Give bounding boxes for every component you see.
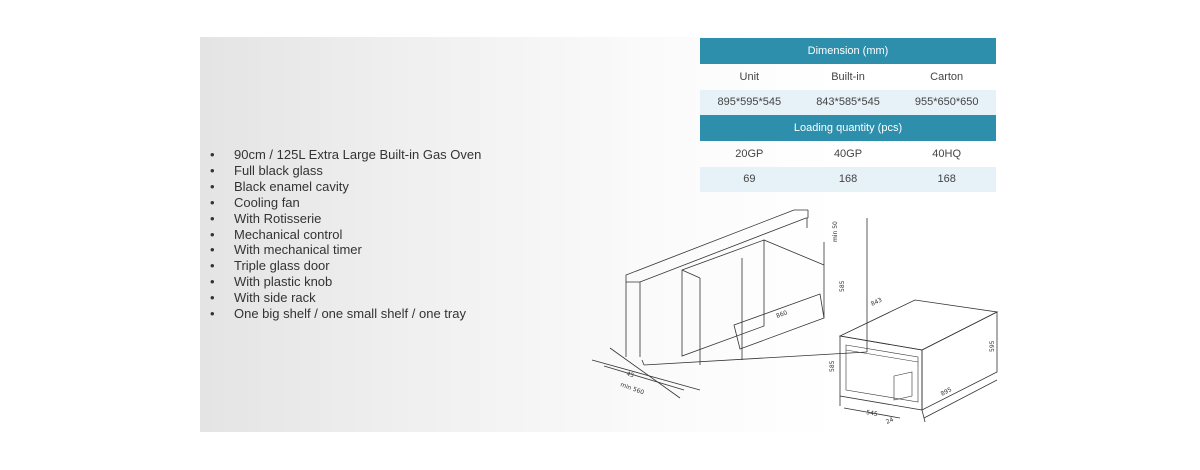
loading-column-row bbox=[700, 141, 996, 167]
table-cell: 955*650*650 bbox=[914, 96, 979, 109]
bullet: • bbox=[210, 226, 215, 242]
feature-item bbox=[210, 163, 481, 179]
feature-item bbox=[210, 227, 481, 243]
feature-item bbox=[210, 195, 481, 211]
feature-item bbox=[210, 242, 481, 258]
bullet: • bbox=[210, 162, 215, 178]
table-cell: 168 bbox=[838, 173, 858, 186]
feature-text: Full black glass bbox=[234, 162, 323, 178]
feature-text: 90cm / 125L Extra Large Built-in Gas Oven bbox=[234, 147, 482, 162]
bullet: • bbox=[210, 274, 215, 290]
dimension-header: Dimension (mm) bbox=[700, 38, 996, 64]
table-cell: Built-in bbox=[831, 70, 865, 83]
dimension-value-row bbox=[700, 90, 996, 116]
table-cell: 895*595*545 bbox=[717, 96, 782, 109]
spec-table bbox=[700, 38, 996, 192]
feature-item bbox=[210, 274, 481, 290]
table-cell: 40HQ bbox=[932, 147, 962, 160]
dim-label: 585 bbox=[829, 360, 836, 372]
feature-item bbox=[210, 306, 481, 322]
feature-text: Triple glass door bbox=[234, 258, 330, 274]
feature-text: With side rack bbox=[234, 290, 316, 306]
loading-header: Loading quantity (pcs) bbox=[700, 115, 996, 141]
bullet: • bbox=[210, 194, 215, 210]
loading-value-row bbox=[700, 167, 996, 193]
bullet: • bbox=[210, 306, 215, 322]
feature-text: With mechanical timer bbox=[234, 242, 362, 258]
table-cell: 40GP bbox=[833, 147, 863, 160]
dim-label: 24 bbox=[884, 416, 895, 426]
dim-label: min 50 bbox=[832, 221, 839, 242]
table-cell: 20GP bbox=[735, 147, 764, 160]
feature-item bbox=[210, 258, 481, 274]
dim-label: 843 bbox=[869, 296, 884, 308]
cabinet-drawing bbox=[592, 210, 867, 398]
dim-label: 545 bbox=[865, 409, 879, 418]
feature-text: Black enamel cavity bbox=[234, 178, 349, 194]
feature-item bbox=[210, 211, 481, 227]
table-cell: 843*585*545 bbox=[816, 96, 880, 109]
dim-label: 585 bbox=[839, 280, 846, 292]
bullet: • bbox=[210, 258, 215, 274]
feature-list bbox=[210, 147, 481, 322]
dim-label: 45 bbox=[625, 370, 635, 380]
feature-item bbox=[210, 290, 481, 306]
oven-drawing bbox=[840, 300, 997, 422]
dim-label: min 560 bbox=[619, 381, 645, 397]
dim-label: 595 bbox=[989, 340, 996, 352]
bullet: • bbox=[210, 210, 215, 226]
feature-text: Mechanical control bbox=[234, 226, 343, 242]
bullet: • bbox=[210, 178, 215, 194]
bullet: • bbox=[210, 242, 215, 258]
feature-text: One big shelf / one small shelf / one tray bbox=[234, 306, 466, 322]
bullet: • bbox=[210, 147, 215, 162]
feature-item bbox=[210, 179, 481, 195]
feature-item bbox=[210, 147, 481, 163]
bullet: • bbox=[210, 290, 215, 306]
table-cell: 69 bbox=[743, 173, 756, 186]
feature-text: With plastic knob bbox=[234, 274, 333, 290]
feature-text: With Rotisserie bbox=[234, 210, 322, 226]
table-cell: Unit bbox=[739, 70, 760, 83]
feature-text: Cooling fan bbox=[234, 194, 300, 210]
dim-label: 860 bbox=[775, 309, 789, 320]
installation-drawing bbox=[582, 200, 1002, 440]
dimension-column-row bbox=[700, 64, 996, 90]
table-cell: Carton bbox=[930, 70, 964, 83]
dim-label: 895 bbox=[939, 386, 954, 398]
table-cell: 168 bbox=[937, 173, 956, 186]
